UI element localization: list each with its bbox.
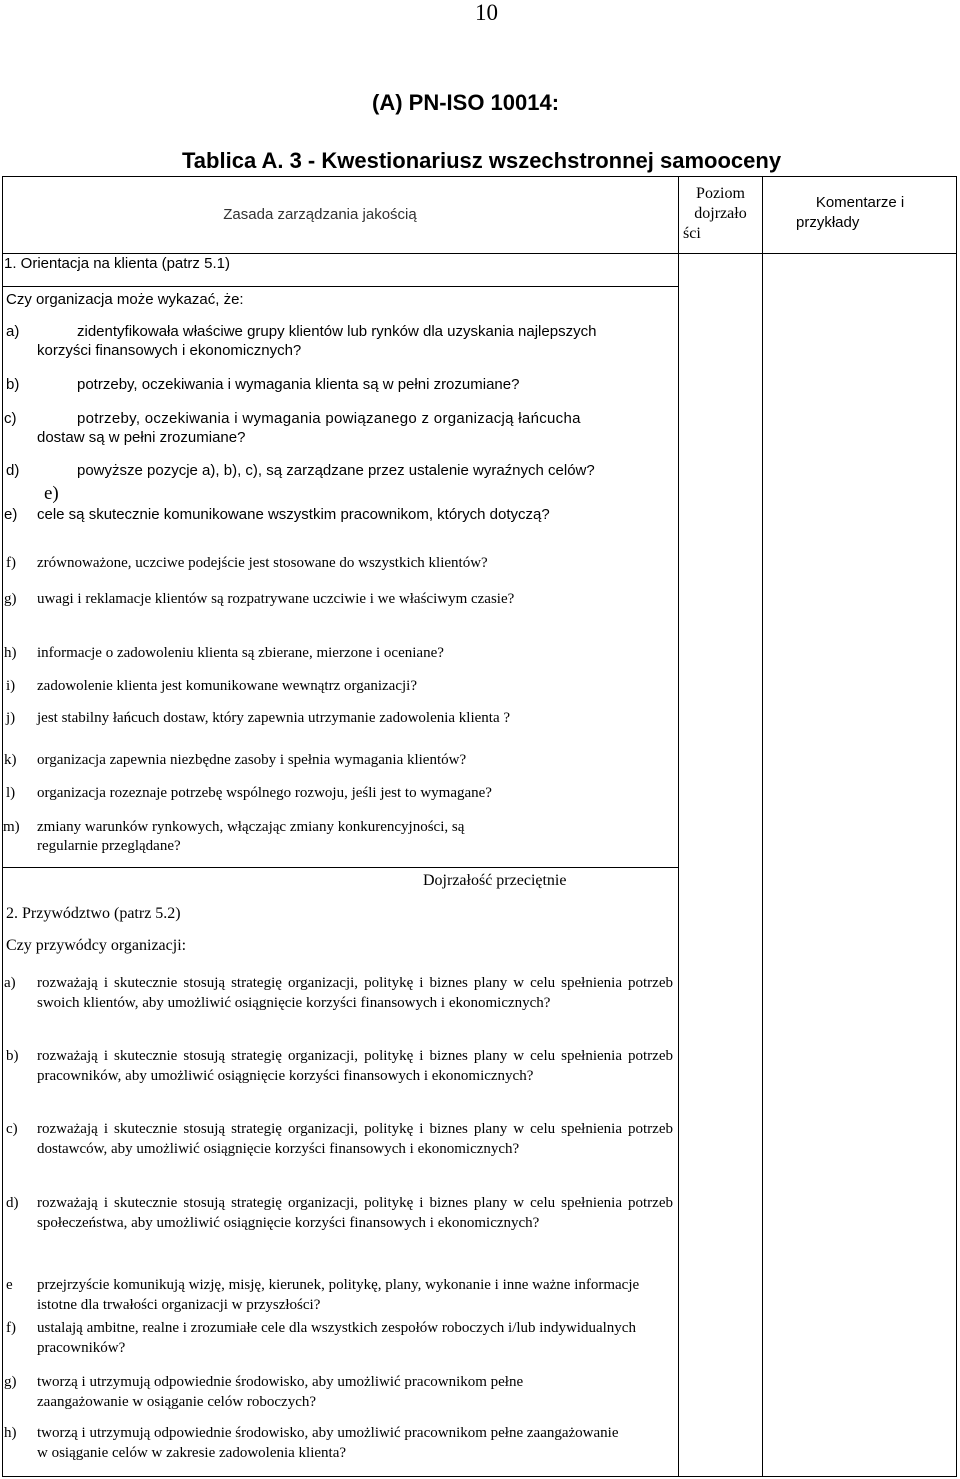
- row-divider: [2, 867, 678, 868]
- item-label: i): [6, 678, 16, 694]
- item-text: rozważają i skutecznie stosują strategię organizacji, politykę i biznes plany w celu spełnienia potrzeb społeczeństwa, aby umożliwić osiągnięcie korzyści finansowych i ekonomicznych?: [37, 1195, 673, 1231]
- item-label: b): [6, 376, 20, 393]
- header-comments: [763, 193, 957, 233]
- item-text: zmiany warunków rynkowych, włączając zmiany konkurencyjności, są: [37, 819, 465, 835]
- item-label: d): [6, 1195, 19, 1211]
- item-text: ustalają ambitne, realne i zrozumiałe cele dla wszystkich zespołów roboczych i/lub indywidualnych pracowników?: [37, 1320, 636, 1356]
- item-label: c): [4, 410, 17, 427]
- item-text: rozważają i skutecznie stosują strategię organizacji, politykę i biznes plany w celu spełnienia potrzeb dostawców, aby umożliwić osiągnięcie korzyści finansowych i ekonomicznych?: [37, 1121, 673, 1157]
- item-label: m): [3, 819, 20, 835]
- header-maturity: [679, 184, 762, 244]
- page-number: 10: [475, 0, 498, 25]
- table-title: Tablica A. 3 - Kwestionariusz wszechstronnej samooceny: [182, 148, 782, 173]
- item-text: tworzą i utrzymują odpowiednie środowisko, aby umożliwić pracownikom pełne zaangażowanie w osiąganie celów roboczych?: [37, 1374, 524, 1410]
- item-text: dostaw są w pełni zrozumiane?: [37, 429, 246, 446]
- item-label: f): [6, 555, 16, 571]
- item-text: korzyści finansowych i ekonomicznych?: [37, 342, 302, 359]
- row-divider: [2, 286, 678, 287]
- item-text: cele są skutecznie komunikowane wszystkim pracownikom, których dotyczą?: [37, 506, 550, 523]
- item-text: zrównoważone, uczciwe podejście jest stosowane do wszystkich klientów?: [37, 555, 488, 571]
- section1-question: Czy organizacja może wykazać, że:: [6, 291, 244, 308]
- header-comments-line: przykłady: [796, 214, 860, 231]
- item-text: regularnie przeglądane?: [37, 838, 181, 854]
- item-label: k): [4, 752, 17, 768]
- item-label: e): [4, 506, 18, 523]
- item-label: b): [6, 1048, 19, 1064]
- item-text: organizacja zapewnia niezbędne zasoby i spełnia wymagania klientów?: [37, 752, 467, 768]
- item-label: g): [4, 591, 17, 607]
- item-text: uwagi i reklamacje klientów są rozpatrywane uczciwie i we właściwym czasie?: [37, 591, 515, 607]
- header-maturity-line: ści: [683, 225, 701, 242]
- header-principle: Zasada zarządzania jakością: [223, 206, 417, 223]
- item-text: informacje o zadowoleniu klienta są zbierane, mierzone i oceniane?: [37, 645, 444, 661]
- column-divider: [678, 176, 679, 1477]
- header-maturity-line: Poziom: [696, 185, 745, 202]
- column-divider: [762, 176, 763, 1477]
- item-label: d): [6, 462, 20, 479]
- section2-question: Czy przywódcy organizacji:: [6, 937, 187, 954]
- item-text: organizacja rozeznaje potrzebę wspólnego rozwoju, jeśli jest to wymagane?: [37, 785, 492, 801]
- item-text: zadowolenie klienta jest komunikowane wewnątrz organizacji?: [37, 678, 417, 694]
- item-label: h): [4, 645, 17, 661]
- section1-title: 1. Orientacja na klienta (patrz 5.1): [4, 255, 230, 272]
- maturity-average: Dojrzałość przeciętnie: [423, 872, 567, 889]
- header-comments-line: Komentarze i: [815, 194, 905, 211]
- stray-label: e): [44, 483, 59, 504]
- standard-title: (A) PN-ISO 10014:: [372, 90, 560, 115]
- item-text: rozważają i skutecznie stosują strategię organizacji, politykę i biznes plany w celu spełnienia potrzeb swoich klientów, aby umożliwić osiągnięcie korzyści finansowych i ekonomicznych?: [37, 975, 673, 1011]
- item-text: jest stabilny łańcuch dostaw, który zapewnia utrzymanie zadowolenia klienta ?: [37, 710, 511, 726]
- item-label: e: [6, 1277, 13, 1293]
- item-text: powyższe pozycje a), b), c), są zarządzane przez ustalenie wyraźnych celów?: [77, 462, 595, 479]
- item-label: f): [6, 1320, 16, 1336]
- section2-title: 2. Przywództwo (patrz 5.2): [6, 905, 181, 922]
- item-text: tworzą i utrzymują odpowiednie środowisko, aby umożliwić pracownikom pełne zaangażowanie w osiąganie celów w zakresie zadowolenia klienta?: [37, 1425, 619, 1461]
- item-label: a): [6, 323, 20, 340]
- item-label: a): [4, 975, 16, 991]
- item-text: potrzeby, oczekiwania i wymagania klienta są w pełni zrozumiane?: [77, 376, 520, 393]
- header-maturity-line: dojrzało: [694, 205, 747, 222]
- item-text: zidentyfikowała właściwe grupy klientów lub rynków dla uzyskania najlepszych: [77, 323, 597, 340]
- item-label: c): [6, 1121, 18, 1137]
- item-text: przejrzyście komunikują wizję, misję, kierunek, politykę, plany, wykonanie i inne ważne informacje istotne dla trwałości organizacji w przyszłości?: [37, 1277, 640, 1313]
- item-label: l): [6, 785, 16, 801]
- item-text: potrzeby, oczekiwania i wymagania powiązanego z organizacją łańcucha: [77, 410, 581, 427]
- item-text: rozważają i skutecznie stosują strategię organizacji, politykę i biznes plany w celu spełnienia potrzeb pracowników, aby umożliwić osiągnięcie korzyści finansowych i ekonomicznych?: [37, 1048, 673, 1084]
- item-label: g): [4, 1374, 17, 1390]
- item-label: h): [4, 1425, 17, 1441]
- item-label: j): [6, 710, 16, 726]
